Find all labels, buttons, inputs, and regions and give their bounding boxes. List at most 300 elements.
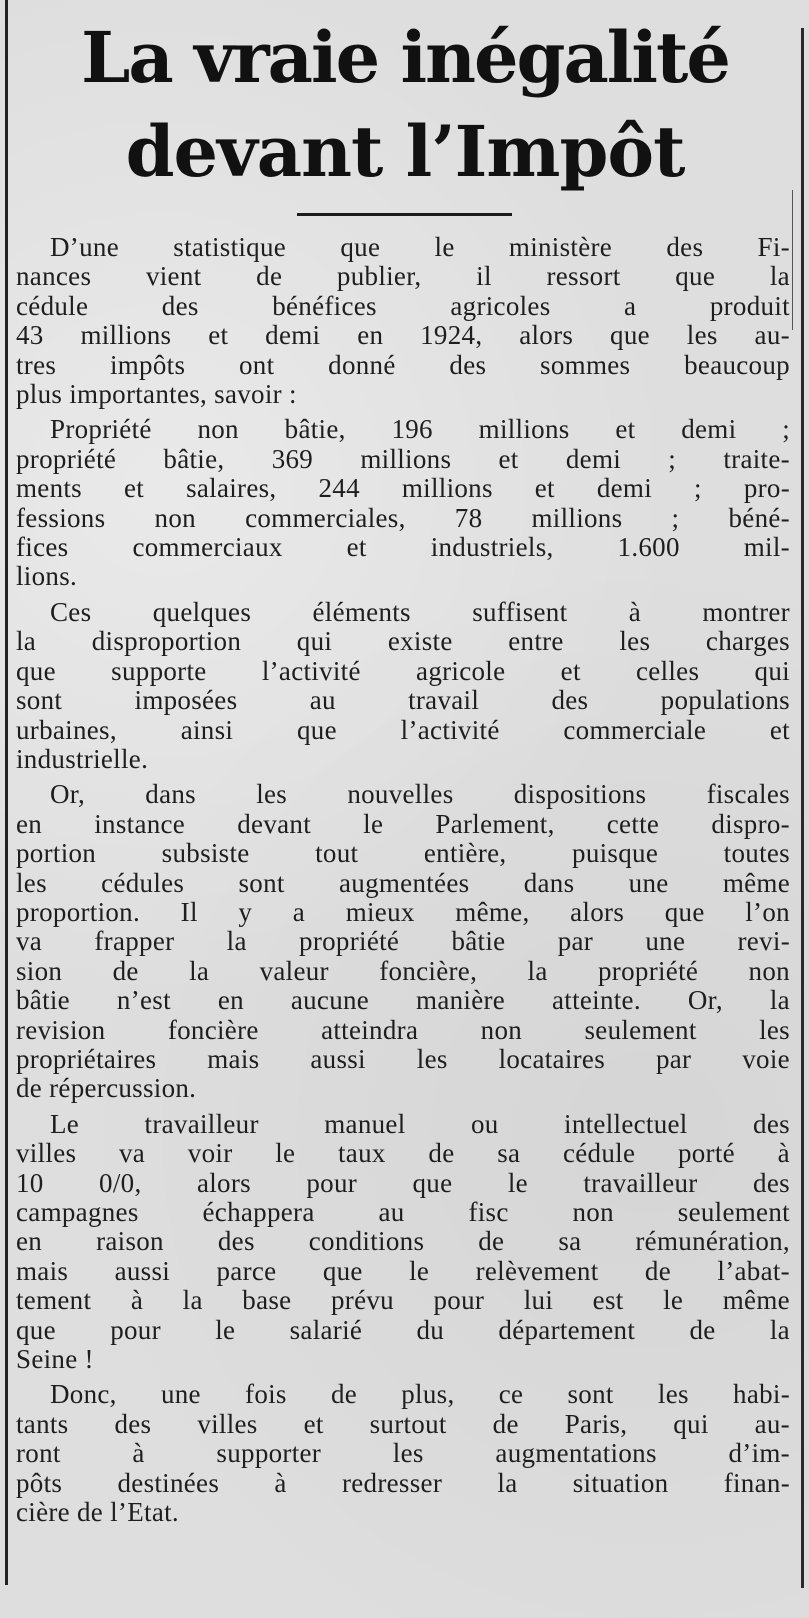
word: Fi- [757, 232, 790, 262]
word: et [498, 443, 519, 474]
word: plus, [401, 1379, 455, 1410]
word: revi- [737, 926, 790, 957]
paragraph-line [16, 627, 790, 656]
word: bâtie [451, 926, 506, 957]
word: y [238, 896, 253, 927]
paragraph-line [16, 1198, 790, 1227]
word: a [292, 896, 306, 927]
word: que [296, 714, 337, 745]
word: Il [180, 896, 198, 927]
word: Donc, [50, 1379, 117, 1410]
article-body [16, 233, 790, 1533]
word: sont [238, 867, 285, 898]
article-paragraph [16, 1110, 790, 1375]
word: la [182, 1285, 203, 1316]
word: tants [16, 1408, 69, 1439]
paragraph-line [16, 869, 790, 898]
word: et [615, 414, 636, 445]
word: les [416, 1043, 448, 1074]
paragraph-line [16, 1257, 790, 1286]
word: publier, [336, 261, 422, 292]
word: travailleur [144, 1108, 259, 1139]
word: traite- [723, 443, 790, 474]
word: situation [572, 1467, 669, 1498]
word: sion [16, 955, 63, 986]
word: pour [110, 1314, 161, 1345]
word: intellectuel [564, 1108, 688, 1139]
word: sa [558, 1226, 582, 1257]
paragraph-line [16, 1227, 790, 1256]
word: de [256, 261, 283, 292]
paragraph-line [16, 1316, 790, 1345]
word: Le [50, 1108, 80, 1139]
word: propriété [598, 955, 699, 986]
headline-separator-rule [297, 213, 512, 216]
word: suffisent [472, 596, 568, 627]
article-paragraph [16, 415, 790, 591]
word: alors [570, 896, 625, 927]
word: millions [401, 473, 493, 504]
word: échappera [202, 1197, 315, 1227]
paragraph-line [16, 1169, 790, 1198]
word: lui [523, 1285, 554, 1316]
word: dans [523, 867, 575, 898]
word: en [16, 808, 43, 839]
word: même, [455, 896, 530, 927]
word: mil- [743, 532, 790, 563]
word: voir [187, 1138, 233, 1169]
word: par [655, 1043, 692, 1074]
paragraph-line: cière de l’Etat. [16, 1497, 179, 1528]
word: travail [408, 685, 480, 716]
word: millions [80, 320, 172, 351]
article-paragraph [16, 1380, 790, 1527]
word: portion [16, 838, 97, 869]
word: voie [742, 1043, 790, 1074]
word: des [217, 1226, 255, 1257]
word: et [769, 714, 790, 745]
paragraph-line: de répercussion. [16, 1073, 197, 1104]
word: le [215, 1314, 236, 1345]
word: ressort [546, 261, 621, 292]
word: urbaines, [16, 714, 117, 745]
word: le [409, 1255, 430, 1286]
word: en [357, 320, 384, 351]
word: prévu [330, 1285, 394, 1316]
word: à [628, 596, 642, 627]
word: campagnes [16, 1197, 139, 1227]
word: la [769, 261, 790, 292]
paragraph-line [16, 927, 790, 956]
word: et [208, 320, 229, 351]
word: fois [245, 1379, 287, 1410]
paragraph-line [16, 233, 790, 262]
paragraph-line [16, 1410, 790, 1439]
word: la [189, 955, 210, 986]
word: bâtie, [163, 443, 225, 474]
word: ; [782, 414, 790, 445]
word: entière, [423, 838, 507, 869]
word: travailleur [583, 1167, 698, 1198]
word: locataires [498, 1043, 606, 1074]
word: qui [754, 655, 790, 686]
word: l’activité [261, 655, 361, 686]
word: demi [265, 320, 321, 351]
word: instance [94, 808, 186, 839]
paragraph-line [16, 686, 790, 715]
word: d’im- [728, 1438, 790, 1469]
article-paragraph [16, 598, 790, 774]
word: populations [660, 685, 790, 716]
word: non [197, 414, 239, 445]
word: seulement [677, 1197, 790, 1227]
paragraph-line [16, 533, 790, 562]
word: le [507, 1167, 528, 1198]
word: 244 [318, 473, 360, 504]
word: villes [16, 1138, 77, 1169]
word: que [675, 261, 716, 292]
word: salaires, [186, 473, 277, 504]
paragraph-line: plus importantes, savoir : [16, 379, 297, 410]
paragraph-line [16, 657, 790, 686]
word: que [610, 320, 650, 351]
word: Propriété [50, 414, 152, 445]
word: et [123, 473, 145, 504]
paragraph-line [16, 504, 790, 533]
word: 43 [16, 320, 44, 351]
word: que [664, 896, 705, 927]
word: du [416, 1314, 445, 1345]
word: à [132, 1438, 145, 1469]
article-paragraph [16, 780, 790, 1103]
paragraph-line [16, 321, 790, 350]
word: de [478, 1226, 505, 1257]
word: sa [497, 1138, 521, 1169]
word: ront [16, 1438, 61, 1469]
word: demi [596, 473, 653, 504]
word: il [476, 261, 492, 292]
word: dispositions [513, 779, 647, 810]
word: Paris, [564, 1408, 628, 1439]
word: villes [197, 1408, 258, 1439]
word: millions [531, 502, 623, 533]
word: millions [478, 414, 570, 445]
word: 369 [271, 443, 314, 474]
word: statistique [173, 232, 287, 262]
word: aussi [310, 1043, 366, 1074]
word: quelques [152, 596, 252, 627]
article-paragraph [16, 233, 790, 409]
word: le [363, 808, 384, 839]
word: les [657, 1379, 689, 1410]
word: mieux [345, 896, 415, 927]
word: l’activité [400, 714, 500, 745]
word: tres [16, 349, 57, 380]
word: pôts [16, 1467, 63, 1498]
paragraph-line [16, 1286, 790, 1315]
word: va [119, 1138, 146, 1169]
paragraph-line [16, 1110, 790, 1139]
word: porté [677, 1138, 735, 1169]
paragraph-line [16, 415, 790, 444]
word: et [560, 655, 581, 686]
paragraph-line [16, 716, 790, 745]
word: charges [705, 626, 790, 657]
word: en [217, 985, 244, 1016]
word: 1924, [420, 320, 483, 351]
word: des [114, 1408, 152, 1439]
paragraph-line [16, 898, 790, 927]
word: celles [636, 655, 700, 686]
word: propriété [299, 926, 400, 957]
word: la [769, 1314, 790, 1345]
word: 0/0, [99, 1167, 142, 1198]
word: des [753, 1167, 790, 1198]
word: que [16, 655, 56, 686]
word: que [16, 1314, 56, 1345]
word: et [346, 532, 367, 563]
word: toutes [723, 838, 790, 869]
word: dispro- [711, 808, 790, 839]
column-rule-left [5, 0, 8, 1585]
word: des [161, 290, 199, 321]
word: foncière, [379, 955, 478, 986]
word: commerciales, [245, 502, 406, 533]
word: même [722, 867, 790, 898]
word: à [777, 1138, 790, 1169]
word: impôts [109, 349, 186, 380]
word: le [663, 1285, 684, 1316]
word: raison [96, 1226, 164, 1257]
paragraph-line: lions. [16, 561, 78, 592]
word: qui [673, 1408, 709, 1439]
word: destinées [117, 1467, 220, 1498]
word: à [130, 1285, 144, 1316]
column-rule-right-inner [792, 190, 793, 330]
word: tement [16, 1285, 92, 1316]
word: Or, [687, 985, 723, 1016]
word: aussi [114, 1255, 171, 1286]
word: va [16, 926, 43, 957]
word: ; [694, 473, 702, 504]
word: le [434, 232, 455, 262]
word: habi- [733, 1379, 790, 1410]
word: non [480, 1014, 523, 1045]
word: beaucoup [684, 349, 790, 380]
word: et [303, 1408, 324, 1439]
word: des [551, 685, 589, 716]
word: supporte [111, 655, 207, 686]
word: finan- [723, 1467, 790, 1498]
word: industriels, [430, 532, 554, 563]
word: la [527, 955, 548, 986]
word: salarié [289, 1314, 363, 1345]
word: les [619, 626, 651, 657]
word: éléments [312, 596, 411, 627]
word: de [689, 1314, 716, 1345]
word: 196 [391, 414, 433, 445]
word: augmentations [495, 1438, 657, 1469]
word: ; [668, 443, 677, 474]
word: 78 [454, 502, 483, 533]
word: département [498, 1314, 636, 1345]
word: proportion. [16, 896, 141, 927]
word: supporter [216, 1438, 322, 1469]
word: Or, [50, 779, 86, 810]
word: imposées [134, 685, 238, 716]
word: une [160, 1379, 201, 1410]
word: que [412, 1167, 453, 1198]
word: au [378, 1197, 405, 1227]
word: au- [754, 320, 790, 351]
word: 10 [16, 1167, 44, 1198]
word: ministère [508, 232, 613, 262]
word: de [428, 1138, 455, 1169]
word: les [16, 867, 47, 898]
word: commerciaux [132, 532, 283, 563]
paragraph-line [16, 1380, 790, 1409]
word: atteindra [321, 1014, 419, 1045]
word: les [392, 1438, 424, 1469]
word: que [322, 1255, 363, 1286]
word: D’une [50, 232, 119, 262]
word: une [628, 867, 669, 898]
word: a [624, 290, 637, 321]
word: de [330, 1379, 358, 1410]
word: seulement [584, 1014, 697, 1045]
word: 1.600 [617, 532, 680, 563]
word: revision [16, 1014, 106, 1045]
word: demi [565, 443, 622, 474]
word: pour [306, 1167, 358, 1198]
word: frapper [94, 926, 175, 957]
headline-line-2: devant l’Impôt [125, 110, 685, 193]
paragraph-line [16, 1439, 790, 1468]
word: mais [16, 1255, 69, 1286]
word: surtout [369, 1408, 447, 1439]
word: montrer [702, 596, 790, 627]
word: Ces [50, 596, 92, 627]
word: Parlement, [435, 808, 555, 839]
word: disproportion [91, 626, 242, 657]
word: même [722, 1285, 790, 1316]
word: taux [338, 1138, 386, 1169]
word: ce [498, 1379, 524, 1410]
column-rule-right [801, 28, 804, 1588]
paragraph-line [16, 474, 790, 503]
word: de [492, 1408, 519, 1439]
word: de [644, 1255, 672, 1286]
word: manière [416, 985, 506, 1016]
word: propriété [16, 443, 117, 474]
word: sont [567, 1379, 614, 1410]
word: que [340, 232, 381, 262]
word: les [686, 320, 718, 351]
word: redresser [341, 1467, 443, 1498]
word: aucune [290, 985, 370, 1016]
word: sont [16, 685, 63, 716]
word: base [242, 1285, 292, 1316]
word: non [154, 502, 196, 533]
word: parce [216, 1255, 277, 1286]
word: fices [16, 532, 69, 563]
word: ainsi [180, 714, 234, 745]
word: foncière [167, 1014, 259, 1045]
word: nouvelles [347, 779, 454, 810]
word: les [759, 1014, 790, 1045]
word: mais [207, 1043, 260, 1074]
word: ments [16, 473, 82, 504]
word: donné [328, 349, 396, 380]
word: la [769, 985, 790, 1016]
paragraph-line [16, 810, 790, 839]
word: agricoles [450, 290, 551, 321]
word: subsiste [161, 838, 250, 869]
word: qui [296, 626, 333, 657]
word: et [534, 473, 555, 504]
word: atteinte. [551, 985, 641, 1016]
paragraph-line [16, 598, 790, 627]
word: non [572, 1197, 614, 1227]
word: existe [387, 626, 453, 657]
word: vient [145, 261, 202, 292]
article-headline [10, 12, 800, 200]
paragraph-line [16, 1045, 790, 1074]
paragraph-line [16, 957, 790, 986]
paragraph-line [16, 780, 790, 809]
word: propriétaires [16, 1043, 157, 1074]
word: des [666, 232, 704, 262]
word: béné- [728, 502, 790, 533]
word: produit [709, 290, 790, 321]
word: en [16, 1226, 43, 1257]
word: tout [315, 838, 359, 869]
word: puisque [572, 838, 659, 869]
word: alors [519, 320, 574, 351]
word: la [497, 1467, 518, 1498]
word: l’on [745, 896, 790, 927]
word: fisc [468, 1197, 509, 1227]
word: pro- [743, 473, 790, 504]
word: alors [196, 1167, 251, 1198]
word: bénéfices [272, 290, 377, 321]
word: des [449, 349, 487, 380]
paragraph-line [16, 1016, 790, 1045]
word: agricole [416, 655, 506, 686]
word: ou [470, 1108, 499, 1139]
paragraph-line: industrielle. [16, 743, 149, 774]
paragraph-line: Seine ! [16, 1344, 94, 1375]
word: dans [145, 779, 196, 810]
word: les [256, 779, 288, 810]
word: augmentées [338, 867, 470, 898]
word: n’est [116, 985, 171, 1016]
word: au [309, 685, 336, 716]
paragraph-line [16, 1469, 790, 1498]
word: le [275, 1138, 296, 1169]
word: entre [508, 626, 564, 657]
word: bâtie [16, 985, 70, 1016]
word: valeur [259, 955, 329, 986]
paragraph-line [16, 262, 790, 291]
word: millions [360, 443, 452, 474]
word: relèvement [475, 1255, 599, 1286]
word: devant [237, 808, 312, 839]
word: cédule [562, 1138, 636, 1169]
paragraph-line [16, 839, 790, 868]
word: pour [433, 1285, 485, 1316]
word: de [112, 955, 139, 986]
